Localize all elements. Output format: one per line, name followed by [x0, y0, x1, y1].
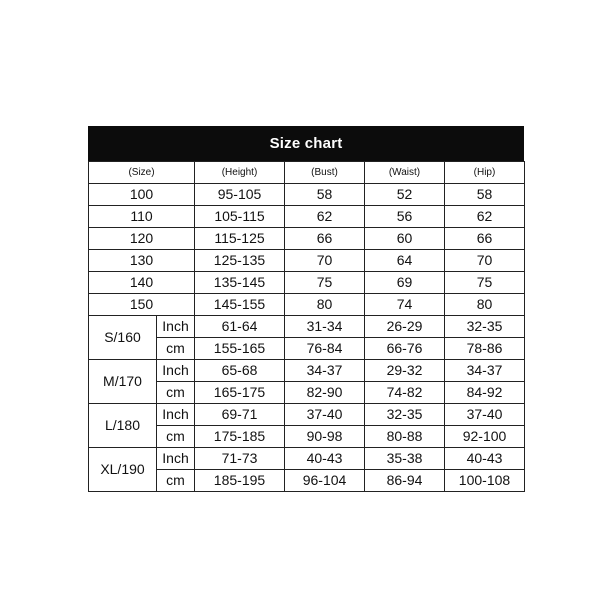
height-cell: 125-135	[195, 250, 285, 272]
size-cell: S/160	[89, 316, 157, 360]
waist-cell: 26-29	[365, 316, 445, 338]
waist-cell: 86-94	[365, 470, 445, 492]
size-cell: 110	[89, 206, 195, 228]
header-hip: (Hip)	[445, 162, 525, 184]
height-cell: 115-125	[195, 228, 285, 250]
table-row	[89, 404, 525, 426]
unit-cell: Inch	[157, 404, 195, 426]
header-bust: (Bust)	[285, 162, 365, 184]
bust-cell: 37-40	[285, 404, 365, 426]
table-row	[89, 294, 525, 316]
size-cell: XL/190	[89, 448, 157, 492]
height-cell: 65-68	[195, 360, 285, 382]
size-chart	[88, 126, 524, 492]
size-cell: 130	[89, 250, 195, 272]
table-row	[89, 448, 525, 470]
hip-cell: 80	[445, 294, 525, 316]
waist-cell: 29-32	[365, 360, 445, 382]
bust-cell: 82-90	[285, 382, 365, 404]
bust-cell: 40-43	[285, 448, 365, 470]
bust-cell: 76-84	[285, 338, 365, 360]
hip-cell: 37-40	[445, 404, 525, 426]
size-cell: 100	[89, 184, 195, 206]
hip-cell: 34-37	[445, 360, 525, 382]
height-cell: 71-73	[195, 448, 285, 470]
bust-cell: 66	[285, 228, 365, 250]
waist-cell: 69	[365, 272, 445, 294]
height-cell: 135-145	[195, 272, 285, 294]
hip-cell: 40-43	[445, 448, 525, 470]
unit-cell: cm	[157, 426, 195, 448]
height-cell: 155-165	[195, 338, 285, 360]
hip-cell: 66	[445, 228, 525, 250]
unit-cell: cm	[157, 338, 195, 360]
waist-cell: 56	[365, 206, 445, 228]
table-row	[89, 360, 525, 382]
unit-cell: cm	[157, 470, 195, 492]
hip-cell: 70	[445, 250, 525, 272]
height-cell: 69-71	[195, 404, 285, 426]
height-cell: 145-155	[195, 294, 285, 316]
size-cell: 120	[89, 228, 195, 250]
hip-cell: 75	[445, 272, 525, 294]
size-cell: 150	[89, 294, 195, 316]
size-table	[88, 161, 525, 492]
height-cell: 175-185	[195, 426, 285, 448]
height-cell: 105-115	[195, 206, 285, 228]
height-cell: 95-105	[195, 184, 285, 206]
height-cell: 61-64	[195, 316, 285, 338]
bust-cell: 34-37	[285, 360, 365, 382]
hip-cell: 62	[445, 206, 525, 228]
hip-cell: 92-100	[445, 426, 525, 448]
header-size: (Size)	[89, 162, 195, 184]
waist-cell: 32-35	[365, 404, 445, 426]
header-height: (Height)	[195, 162, 285, 184]
header-row	[89, 162, 525, 184]
waist-cell: 52	[365, 184, 445, 206]
waist-cell: 35-38	[365, 448, 445, 470]
table-row	[89, 206, 525, 228]
unit-cell: Inch	[157, 448, 195, 470]
bust-cell: 80	[285, 294, 365, 316]
waist-cell: 74-82	[365, 382, 445, 404]
waist-cell: 66-76	[365, 338, 445, 360]
bust-cell: 31-34	[285, 316, 365, 338]
table-row	[89, 316, 525, 338]
size-cell: L/180	[89, 404, 157, 448]
height-cell: 165-175	[195, 382, 285, 404]
waist-cell: 64	[365, 250, 445, 272]
unit-cell: cm	[157, 382, 195, 404]
height-cell: 185-195	[195, 470, 285, 492]
header-waist: (Waist)	[365, 162, 445, 184]
bust-cell: 70	[285, 250, 365, 272]
bust-cell: 62	[285, 206, 365, 228]
hip-cell: 32-35	[445, 316, 525, 338]
unit-cell: Inch	[157, 360, 195, 382]
hip-cell: 84-92	[445, 382, 525, 404]
hip-cell: 100-108	[445, 470, 525, 492]
chart-title: Size chart	[88, 126, 524, 161]
table-row	[89, 228, 525, 250]
hip-cell: 78-86	[445, 338, 525, 360]
size-cell: 140	[89, 272, 195, 294]
table-row	[89, 184, 525, 206]
bust-cell: 90-98	[285, 426, 365, 448]
waist-cell: 60	[365, 228, 445, 250]
size-cell: M/170	[89, 360, 157, 404]
hip-cell: 58	[445, 184, 525, 206]
waist-cell: 80-88	[365, 426, 445, 448]
bust-cell: 96-104	[285, 470, 365, 492]
table-row	[89, 272, 525, 294]
bust-cell: 75	[285, 272, 365, 294]
bust-cell: 58	[285, 184, 365, 206]
waist-cell: 74	[365, 294, 445, 316]
unit-cell: Inch	[157, 316, 195, 338]
table-row	[89, 250, 525, 272]
